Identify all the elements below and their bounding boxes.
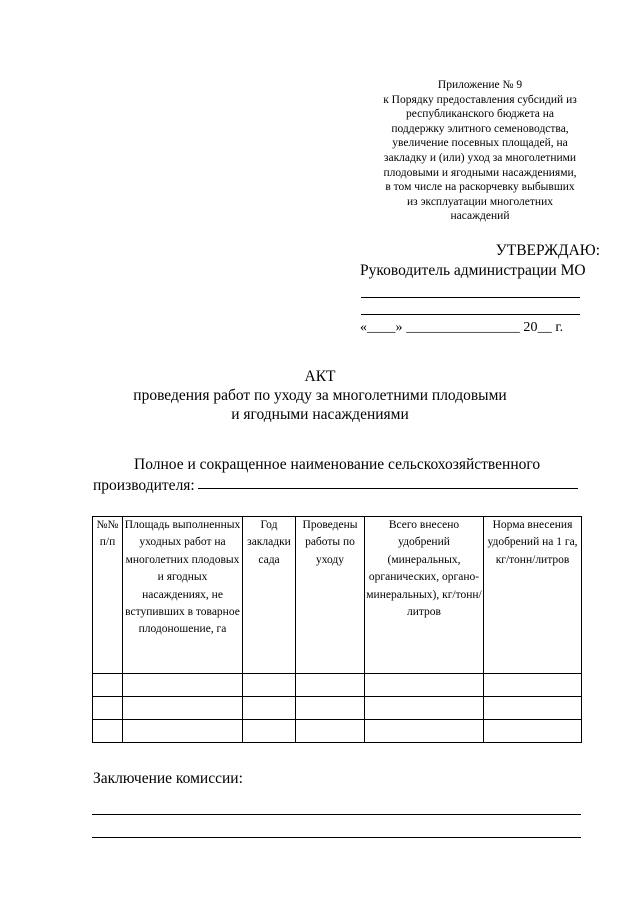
conclusion-line[interactable] [92, 814, 581, 815]
column-header-fertilizer-norm: Норма внесения удобрений на 1 га, кг/тонн/литров [484, 517, 582, 674]
annex-header [350, 78, 610, 224]
table-cell[interactable] [296, 674, 365, 697]
table-cell[interactable] [484, 674, 582, 697]
column-header-fertilizer-total: Всего внесено удобрений (минеральных, органических, органо-минеральных), кг/тонн/литров [365, 517, 484, 674]
producer-name-field[interactable] [198, 488, 578, 489]
table-cell[interactable] [365, 674, 484, 697]
table-cell[interactable] [365, 697, 484, 720]
table-row [93, 697, 582, 720]
table-cell[interactable] [365, 720, 484, 743]
annex-line: из эксплуатации многолетних [407, 195, 553, 208]
table-header-row [93, 517, 582, 674]
approval-position: Руководитель администрации МО [360, 262, 586, 279]
table-cell[interactable] [93, 697, 123, 720]
act-subtitle: и ягодными насаждениями [231, 406, 409, 423]
column-header-year: Год закладки сада [243, 517, 296, 674]
table-cell[interactable] [93, 720, 123, 743]
table-cell[interactable] [93, 674, 123, 697]
annex-line: насаждений [450, 210, 510, 223]
table-cell[interactable] [296, 697, 365, 720]
annex-line: поддержку элитного семеноводства, [391, 122, 569, 135]
table-cell[interactable] [123, 697, 243, 720]
annex-line: в том числе на раскорчевку выбывших [385, 181, 575, 194]
table-cell[interactable] [243, 720, 296, 743]
column-header-number: №№ п/п [93, 517, 123, 674]
producer-label-cont: производителя: [93, 477, 195, 494]
column-header-area: Площадь выполненных уходных работ на многолетних плодовых и ягодных насаждениях, не вступивших в товарное плодоношение, га [123, 517, 243, 674]
signature-line[interactable] [361, 297, 580, 298]
conclusion-label: Заключение комиссии: [93, 770, 243, 787]
table-cell[interactable] [484, 720, 582, 743]
table-row [93, 674, 582, 697]
producer-label: Полное и сокращенное наименование сельскохозяйственного [134, 456, 541, 473]
table-cell[interactable] [123, 674, 243, 697]
approval-date-field[interactable]: «____» ________________ 20__ г. [360, 320, 564, 335]
table-cell[interactable] [123, 720, 243, 743]
annex-line: республиканского бюджета на [405, 108, 555, 121]
act-title-block [0, 367, 640, 424]
table-row [93, 720, 582, 743]
column-header-works: Проведены работы по уходу [296, 517, 365, 674]
conclusion-line[interactable] [92, 837, 581, 838]
table-cell[interactable] [296, 720, 365, 743]
works-table [92, 516, 582, 743]
annex-line: плодовыми и ягодными насаждениями, [383, 166, 577, 179]
table-cell[interactable] [243, 697, 296, 720]
table-cell[interactable] [243, 674, 296, 697]
annex-line: к Порядку предоставления субсидий из [383, 93, 577, 106]
annex-number: Приложение № 9 [437, 79, 523, 91]
act-subtitle: проведения работ по уходу за многолетними плодовыми [133, 387, 507, 404]
table-cell[interactable] [484, 697, 582, 720]
act-title: АКТ [304, 368, 336, 385]
signature-line[interactable] [361, 314, 580, 315]
annex-line: закладку и (или) уход за многолетними [383, 151, 577, 164]
annex-line: увеличение посевных площадей, на [392, 137, 568, 150]
approval-title: УТВЕРЖДАЮ: [495, 242, 600, 259]
